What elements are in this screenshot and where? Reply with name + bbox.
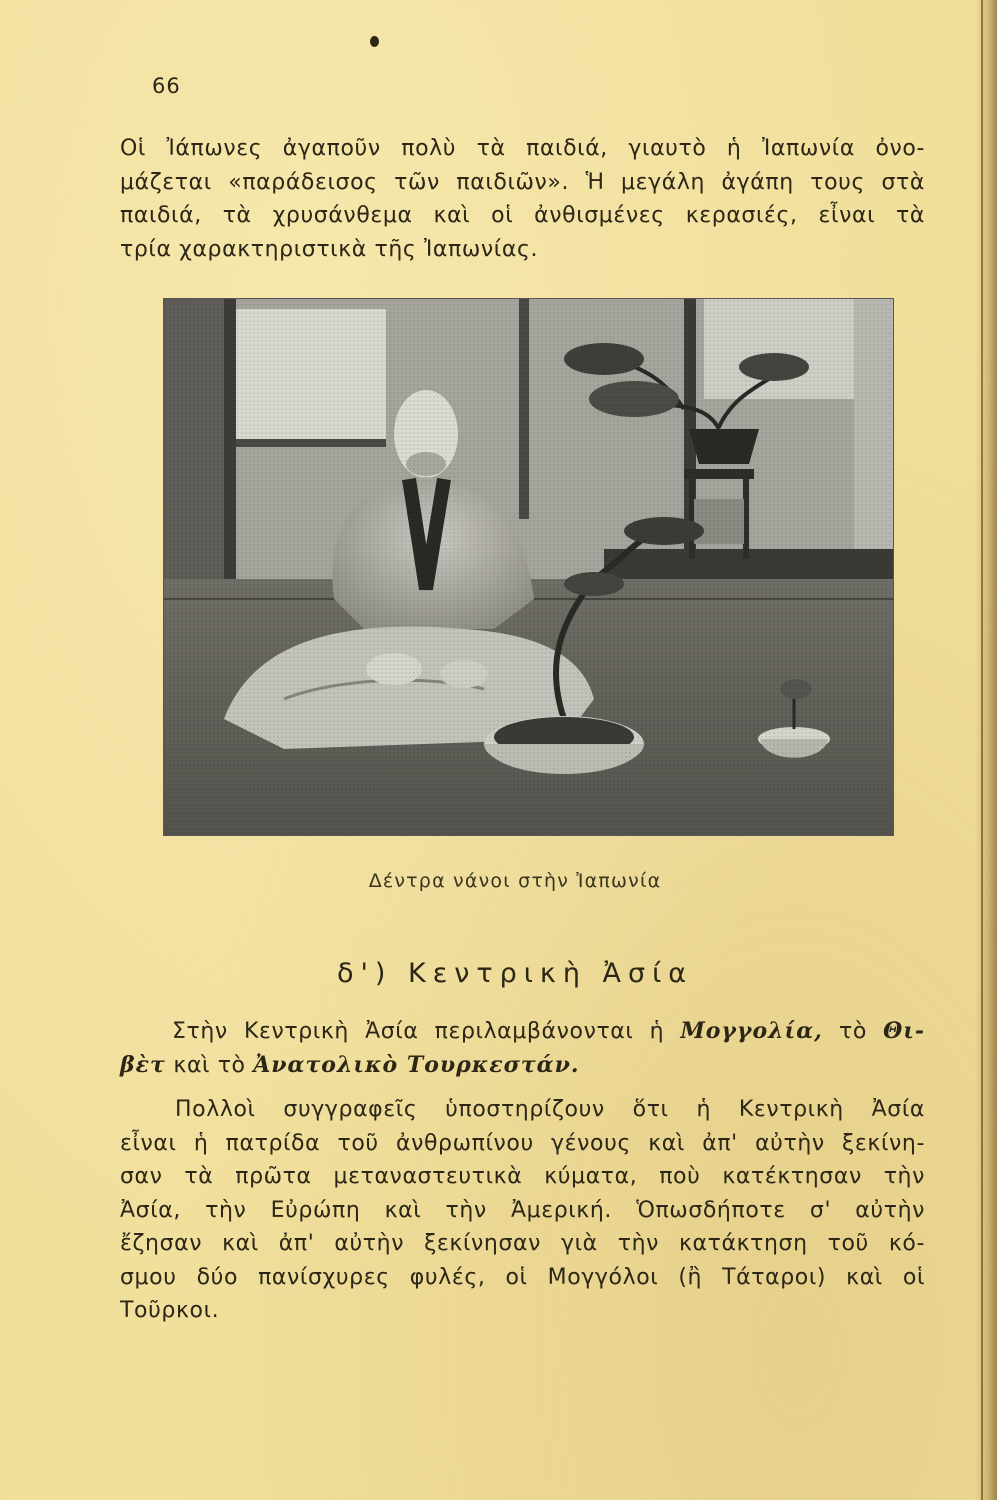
origins-line-1: Πολλοὶ συγγραφεῖς ὑποστηρίζουν ὅτι ἡ Κεντρικὴ Ἀσία [175,1097,925,1122]
origins-line-6: σμου δύο πανίσχυρες φυλές, οἱ Μογγόλοι (ἢ Τάταροι) καὶ οἱ [120,1264,925,1290]
section-heading: δ') Κεντρικὴ Ἀσία [336,958,694,989]
intro-line-1: Οἱ Ἰάπωνες ἀγαποῦν πολὺ τὰ παιδιά, γιαυτὸ ἡ Ἰαπωνία ὀνο- [120,136,925,161]
origins-line-2: εἶναι ἡ πατρίδα τοῦ ἀνθρωπίνου γένους καὶ ἀπ' αὐτὴν ξεκίνη- [120,1130,925,1156]
origins-line-5: ἔζησαν καὶ ἀπ' αὐτὴν ξεκίνησαν γιὰ τὴν κατάκτηση τοῦ κό- [120,1231,925,1256]
central-asia-text-b: τὸ [838,1019,867,1044]
origins-line-7: Τοῦρκοι. [120,1298,220,1323]
east-turkestan-term: Ἀνατολικὸ Τουρκεστάν. [253,1051,580,1078]
ink-dot [370,36,379,47]
page-edge-line [981,0,983,1500]
central-asia-line-2 [120,1049,925,1083]
origins-paragraph [120,1093,925,1328]
intro-line-4: τρία χαρακτηριστικὰ τῆς Ἰαπωνίας. [120,236,539,262]
central-asia-paragraph [120,1015,925,1082]
intro-line-2: μάζεται «παράδεισος τῶν παιδιῶν». Ἡ μεγάλη ἀγάπη τους στὰ [120,169,925,195]
tibet-term-part1: Θι- [883,1018,926,1044]
intro-paragraph [120,132,925,266]
photo-caption: Δέντρα νάνοι στὴν Ἰαπωνία [368,870,662,892]
central-asia-line-1 [120,1015,925,1049]
tibet-term-part2: βὲτ [120,1051,166,1078]
intro-line-3: παιδιά, τὰ χρυσάνθεμα καὶ οἱ ἀνθισμένες κερασιές, εἶναι τὰ [120,203,925,228]
page-number: 66 [152,74,181,98]
bonsai-master-photo [163,298,894,836]
page-edge-shadow [975,0,997,1500]
central-asia-text-c: καὶ τὸ [173,1052,246,1078]
origins-line-3: σαν τὰ πρῶτα μεταναστευτικὰ κύματα, ποὺ κατέκτησαν τὴν [120,1164,925,1189]
origins-line-4: Ἀσία, τὴν Εὐρώπη καὶ τὴν Ἀμερική. Ὁπωσδήποτε σ' αὐτὴν [120,1197,925,1223]
mongolia-term: Μογγολία, [680,1018,823,1044]
central-asia-text-a: Στὴν Κεντρικὴ Ἀσία περιλαμβάνονται ἡ [172,1019,665,1044]
